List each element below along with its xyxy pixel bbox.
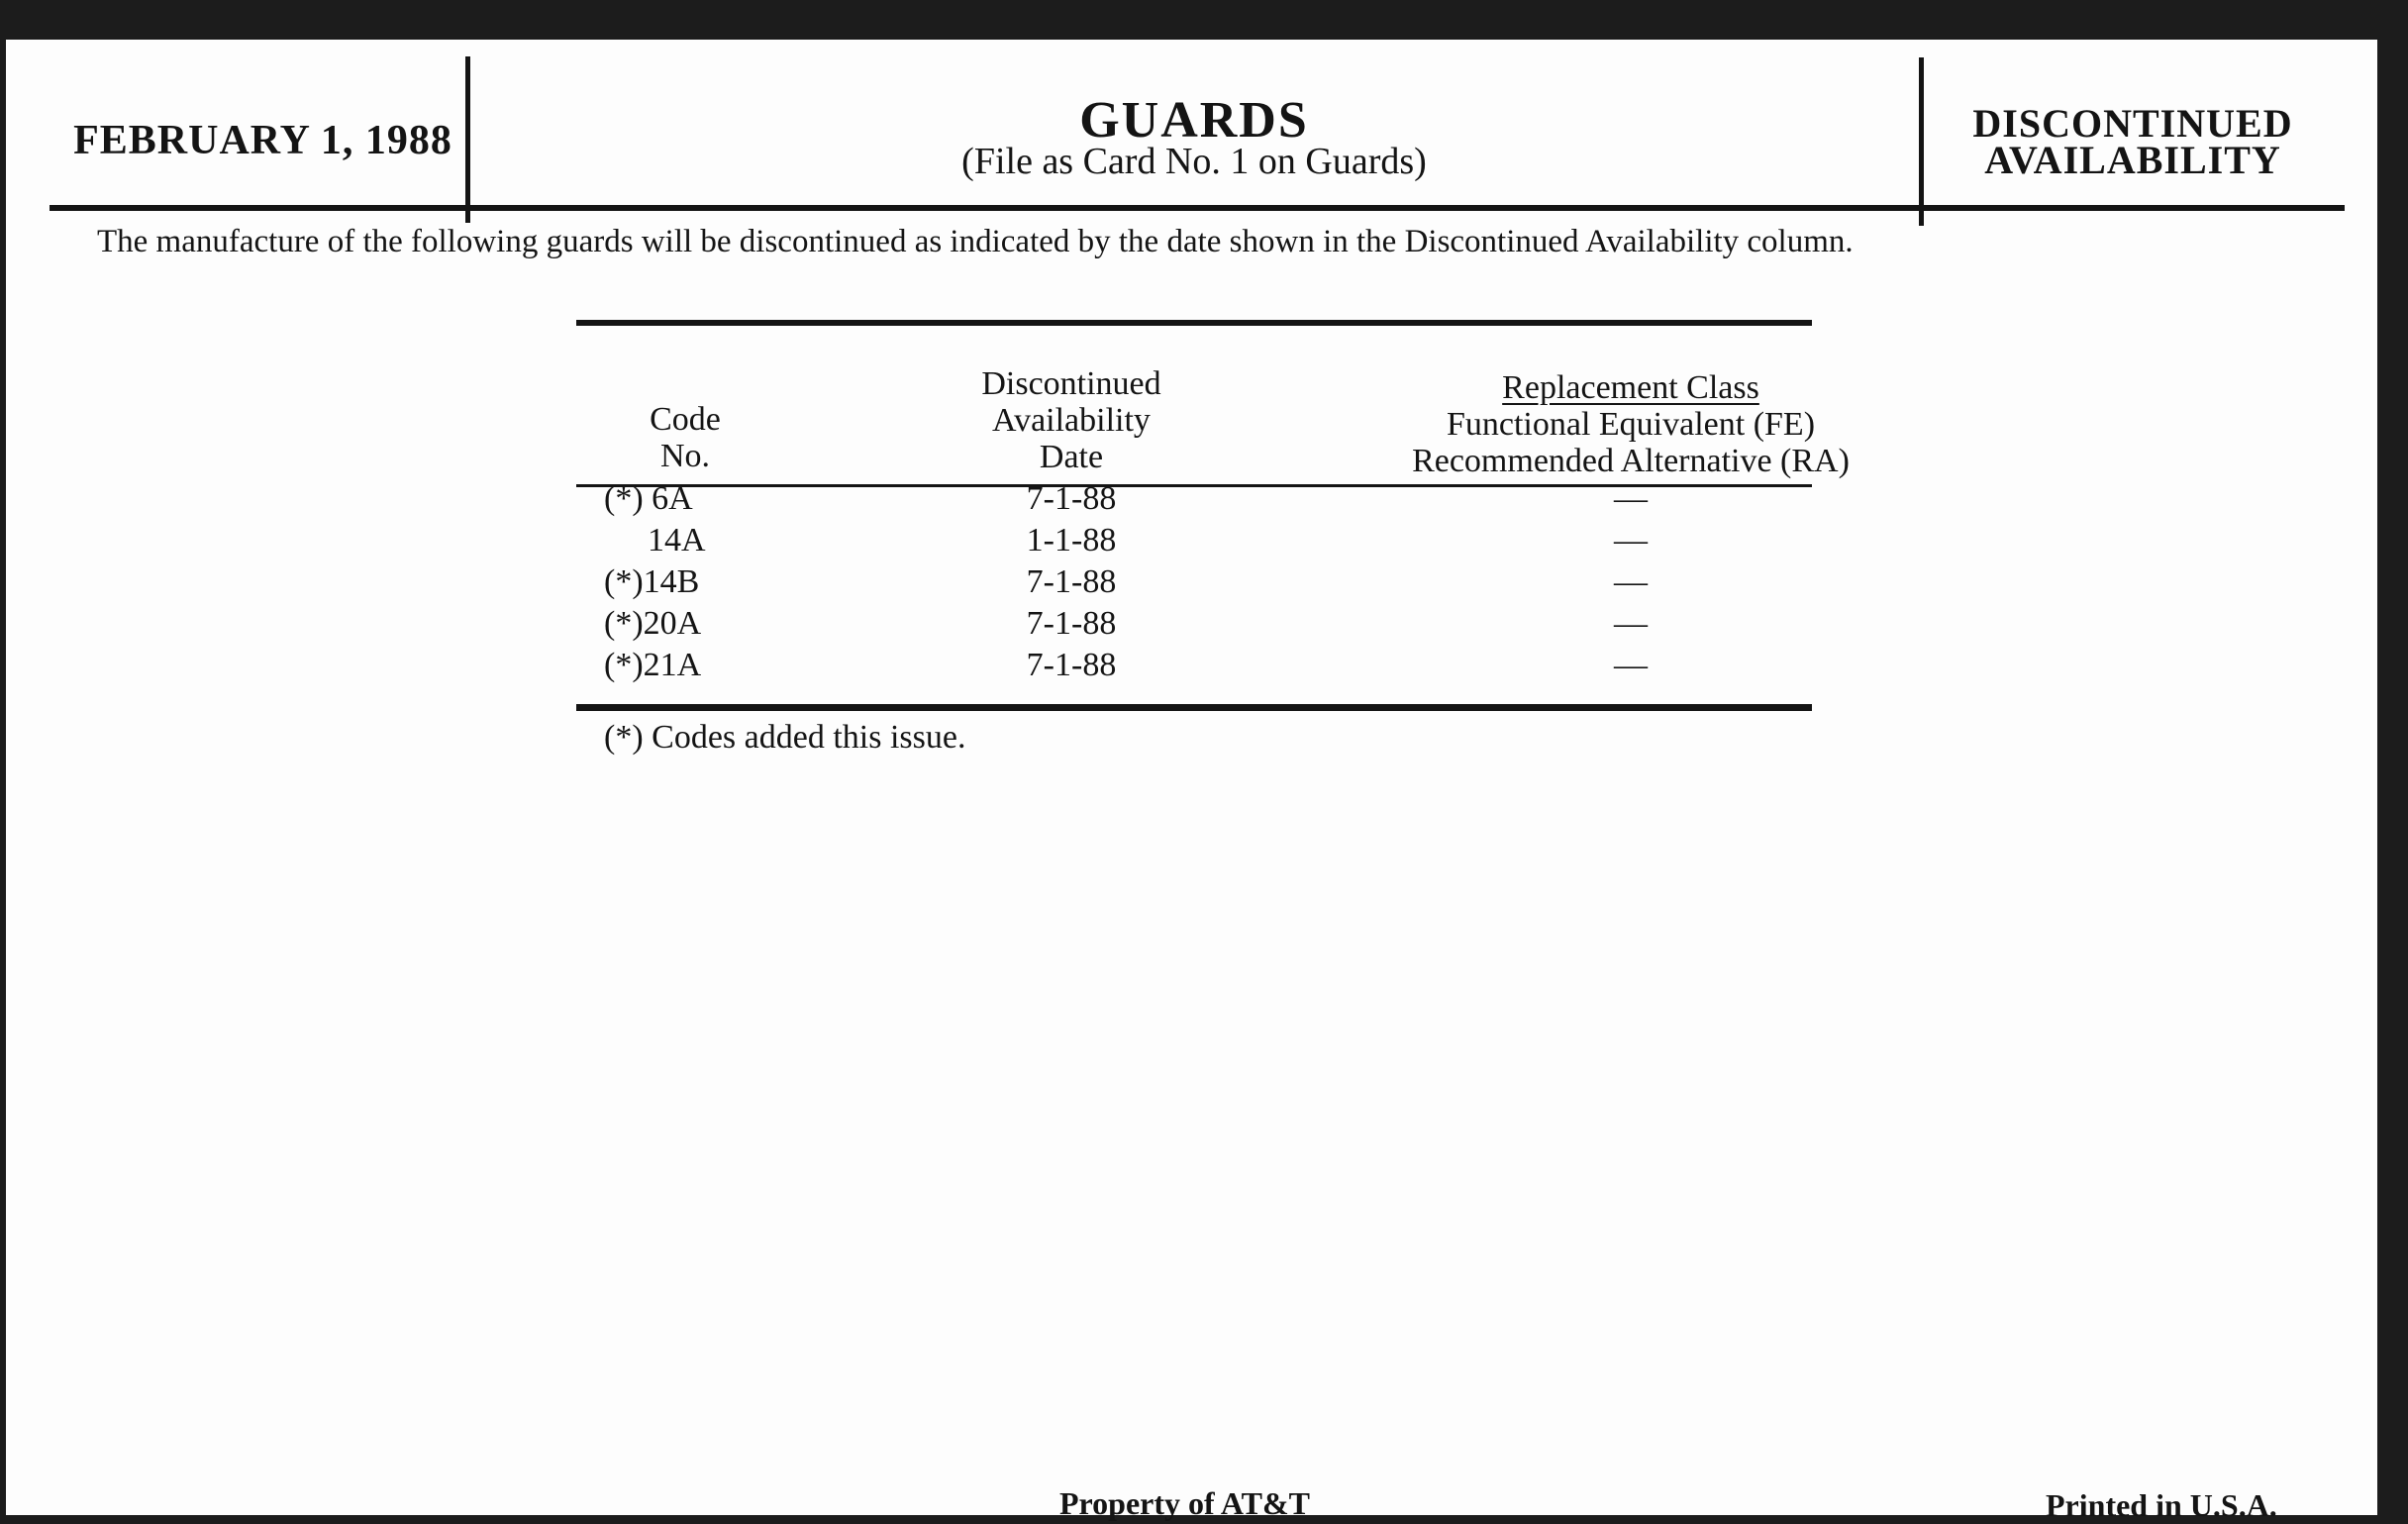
section-status-line1: DISCONTINUED (1972, 101, 2293, 146)
header-code-line2: No. (659, 438, 711, 474)
scan-edge (2377, 40, 2408, 1515)
intro-text: The manufacture of the following guards will be discontinued as indicated by the date shown in the Discontinued Availability column. (97, 224, 1854, 259)
row-replacement: — (1614, 480, 1648, 517)
row-date: 7-1-88 (1026, 605, 1117, 642)
row-code: (*)21A (604, 647, 702, 683)
row-date: 7-1-88 (1026, 647, 1117, 683)
row-code: (*) 6A (604, 480, 693, 517)
row-code: 14A (648, 522, 706, 559)
header-date-line1: Discontinued (981, 365, 1161, 402)
header-divider-right (1919, 57, 1924, 226)
table-bottom-rule (576, 704, 1812, 711)
header-replacement-line1: Replacement Class (1502, 369, 1759, 406)
header-date-line3: Date (1039, 439, 1104, 475)
row-replacement: — (1614, 563, 1648, 600)
catalog-card (6, 40, 2377, 1523)
row-replacement: — (1614, 522, 1648, 559)
header-date: FEBRUARY 1, 1988 (73, 118, 452, 163)
row-code: (*)14B (604, 563, 700, 600)
header-replacement-line2: Functional Equivalent (FE) (1446, 406, 1816, 443)
header-code-line1: Code (650, 401, 721, 438)
header-code (606, 401, 764, 474)
row-date: 7-1-88 (1026, 563, 1117, 600)
header-divider-left (465, 56, 470, 223)
row-replacement: — (1614, 647, 1648, 683)
section-status-line2: AVAILABILITY (1984, 138, 2281, 182)
table-top-rule (576, 320, 1812, 326)
discontinued-table (576, 320, 1850, 718)
header-replacement (1210, 369, 2052, 479)
row-code: (*)20A (604, 605, 702, 642)
header-replacement-line3: Recommended Alternative (RA) (1412, 443, 1850, 479)
page-title: GUARDS (1079, 92, 1309, 149)
row-replacement: — (1614, 605, 1648, 642)
page-subtitle: (File as Card No. 1 on Guards) (961, 141, 1427, 182)
row-date: 1-1-88 (1026, 522, 1117, 559)
header-date-line2: Availability (992, 402, 1151, 439)
footer-property: Property of AT&T (1059, 1485, 1310, 1521)
header-rule (50, 205, 2345, 211)
footer-printed: Printed in U.S.A. (2046, 1487, 2277, 1523)
table-footnote: (*) Codes added this issue. (604, 719, 966, 756)
section-status (1925, 101, 2341, 182)
row-date: 7-1-88 (1026, 480, 1117, 517)
